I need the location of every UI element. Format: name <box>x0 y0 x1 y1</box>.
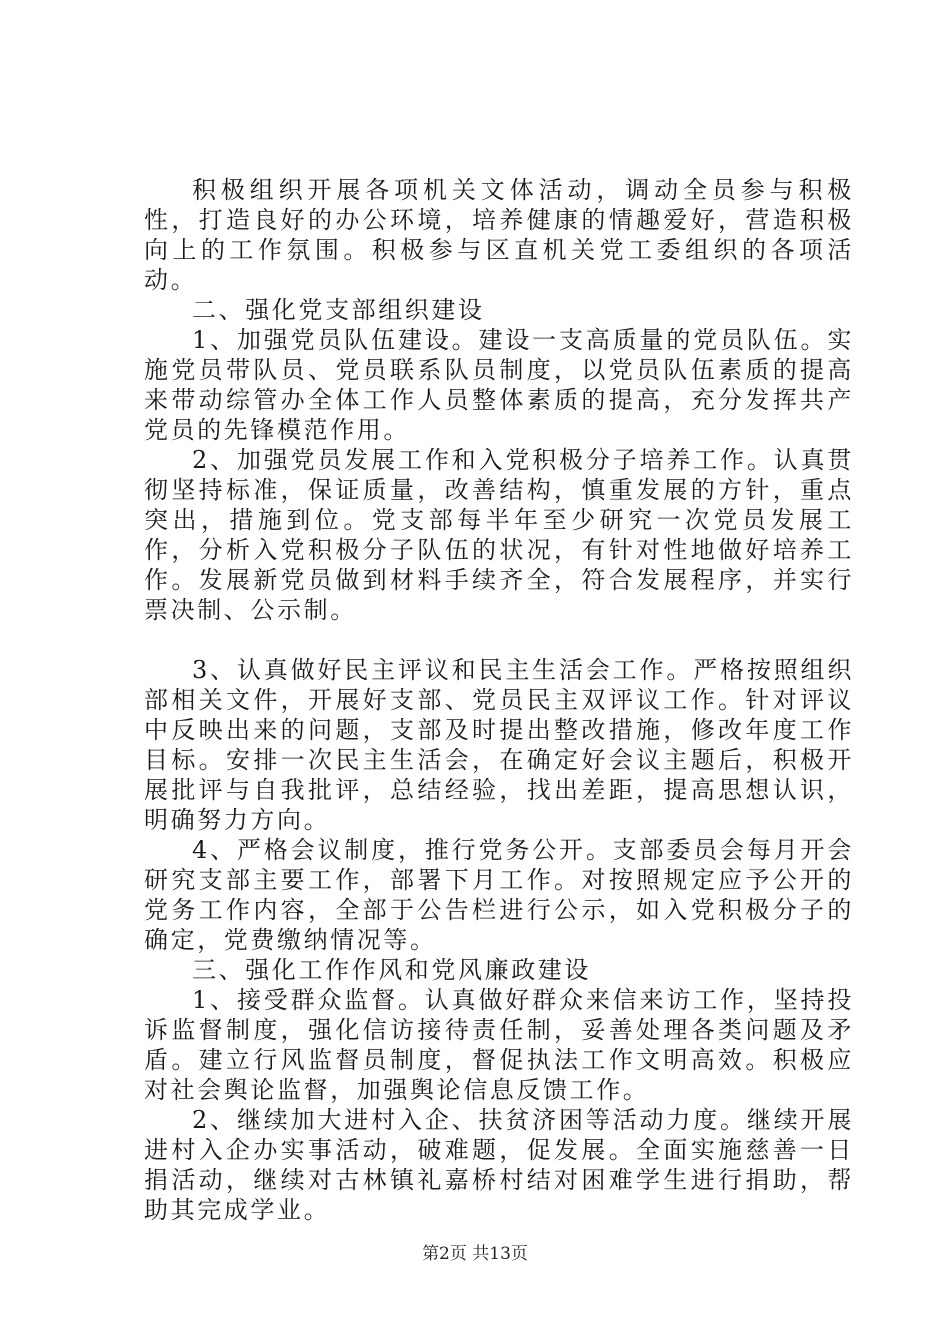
paragraph-member-development: 2、加强党员发展工作和入党积极分子培养工作。认真贯彻坚持标准，保证质量，改善结构，慎重发展的方针，重点突出，措施到位。党支部每半年至少研究一次党员发展工作，分析入党积极分子队伍的状况，有针对性地做好培养工作。发展新党员做到材料手续齐全，符合发展程序，并实行票决制、公示制。 <box>144 446 854 624</box>
paragraph-cultural-activities: 积极组织开展各项机关文体活动，调动全员参与积极性，打造良好的办公环境，培养健康的情趣爱好，营造积极向上的工作氛围。积极参与区直机关党工委组织的各项活动。 <box>144 176 854 294</box>
paragraph-poverty-relief: 2、继续加大进村入企、扶贫济困等活动力度。继续开展进村入企办实事活动，破难题，促发展。全面实施慈善一日捐活动，继续对古林镇礼嘉桥村结对困难学生进行捐助，帮助其完成学业。 <box>144 1106 854 1224</box>
document-body <box>144 175 854 1225</box>
section-heading-work-style: 三、强化工作作风和党风廉政建设 <box>192 956 591 984</box>
paragraph-member-team: 1、加强党员队伍建设。建设一支高质量的党员队伍。实施党员带队员、党员联系队员制度，以党员队伍素质的提高来带动综管办全体工作人员整体素质的提高，充分发挥共产党员的先锋模范作用。 <box>144 326 854 444</box>
section-heading-party-branch: 二、强化党支部组织建设 <box>192 296 485 324</box>
page-number-footer: 第2页 共13页 <box>422 1244 528 1264</box>
paragraph-meeting-system: 4、严格会议制度，推行党务公开。支部委员会每月开会研究支部主要工作，部署下月工作。对按照规定应予公开的党务工作内容，全部于公告栏进行公示，如入党积极分子的确定，党费缴纳情况等。 <box>144 836 854 954</box>
paragraph-democratic-review: 3、认真做好民主评议和民主生活会工作。严格按照组织部相关文件，开展好支部、党员民主双评议工作。针对评议中反映出来的问题，支部及时提出整改措施，修改年度工作目标。安排一次民主生活会，在确定好会议主题后，积极开展批评与自我批评，总结经验，找出差距，提高思想认识，明确努力方向。 <box>144 656 854 834</box>
paragraph-public-supervision: 1、接受群众监督。认真做好群众来信来访工作，坚持投诉监督制度，强化信访接待责任制，妥善处理各类问题及矛盾。建立行风监督员制度，督促执法工作文明高效。积极应对社会舆论监督，加强舆论信息反馈工作。 <box>144 986 854 1104</box>
